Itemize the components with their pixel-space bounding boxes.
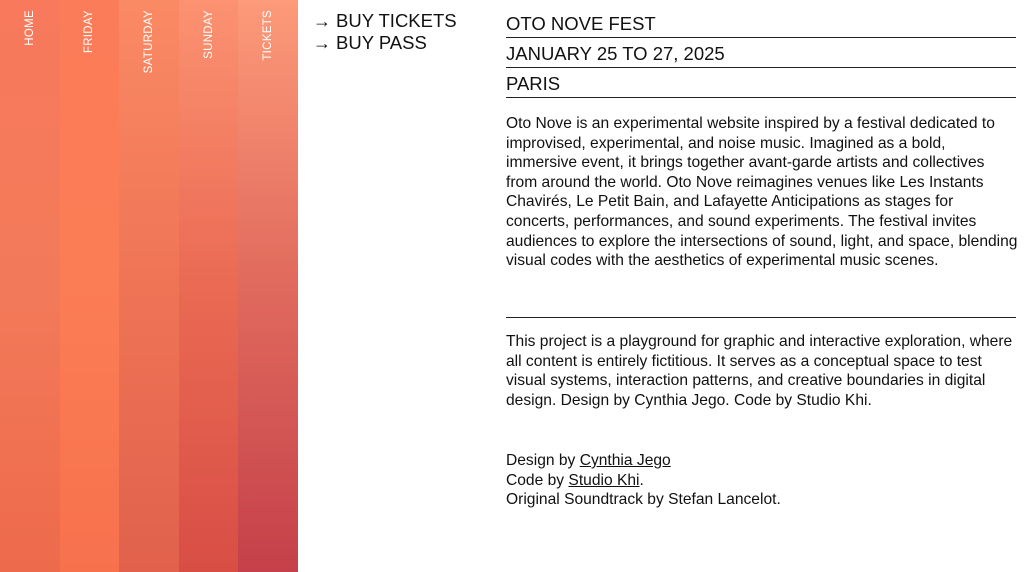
credits — [506, 451, 1018, 510]
about-paragraph: Oto Nove is an experimental website inspired by a festival dedicated to improvised, experimental, and noise music. Imagined as a bold, immersive event, it brings together avant-garde artists and collectives from around the world. Oto Nove reimagines venues like Les Instants Chavirés, Le Petit Bain, and Lafayette Anticipations as stages for concerts, performances, and sound experiments. The festival invites audiences to explore the intersections of sound, light, and space, blending visual codes with the aesthetics of experimental music scenes. — [506, 115, 1018, 270]
nav-friday[interactable] — [60, 0, 120, 572]
credit-code — [506, 471, 1018, 491]
event-dates: JANUARY 25 TO 27, 2025 — [506, 38, 1016, 68]
event-info — [506, 8, 1016, 98]
event-name: OTO NOVE FEST — [506, 8, 1016, 38]
nav-saturday[interactable] — [119, 0, 179, 572]
nav-home[interactable] — [0, 0, 60, 572]
credit-design — [506, 451, 1018, 471]
ticket-actions — [313, 10, 457, 54]
buy-tickets-link[interactable] — [313, 10, 457, 32]
credit-design-prefix: Design by — [506, 452, 580, 469]
designer-link[interactable]: Cynthia Jego — [579, 452, 671, 469]
project-paragraph: This project is a playground for graphic and interactive exploration, where all content is entirely fictitious. It serves as a conceptual space to test visual systems, interaction patterns, and creative boundaries in digital design. Design by Cynthia Jego. Code by Studio Khi. — [506, 333, 1013, 409]
nav-saturday-label: SATURDAY — [142, 10, 155, 74]
arrow-right-icon: → — [313, 11, 331, 31]
buy-pass-label: BUY PASS — [336, 32, 427, 53]
buy-pass-link[interactable] — [313, 32, 457, 54]
event-city: PARIS — [506, 68, 1016, 98]
credit-code-suffix: . — [639, 471, 644, 489]
nav-home-label: HOME — [23, 10, 36, 46]
credit-code-prefix: Code by — [506, 471, 569, 489]
nav-tickets-label: TICKETS — [262, 10, 275, 61]
developer-link[interactable]: Studio Khi — [568, 471, 640, 489]
divider — [506, 317, 1016, 318]
side-navigation — [0, 0, 298, 572]
nav-sunday[interactable] — [179, 0, 239, 572]
nav-friday-label: FRIDAY — [83, 10, 96, 54]
credit-soundtrack: Original Soundtrack by Stefan Lancelot. — [506, 491, 781, 509]
nav-tickets[interactable] — [238, 0, 298, 572]
nav-sunday-label: SUNDAY — [202, 10, 215, 59]
buy-tickets-label: BUY TICKETS — [336, 10, 457, 31]
arrow-right-icon: → — [313, 33, 331, 53]
